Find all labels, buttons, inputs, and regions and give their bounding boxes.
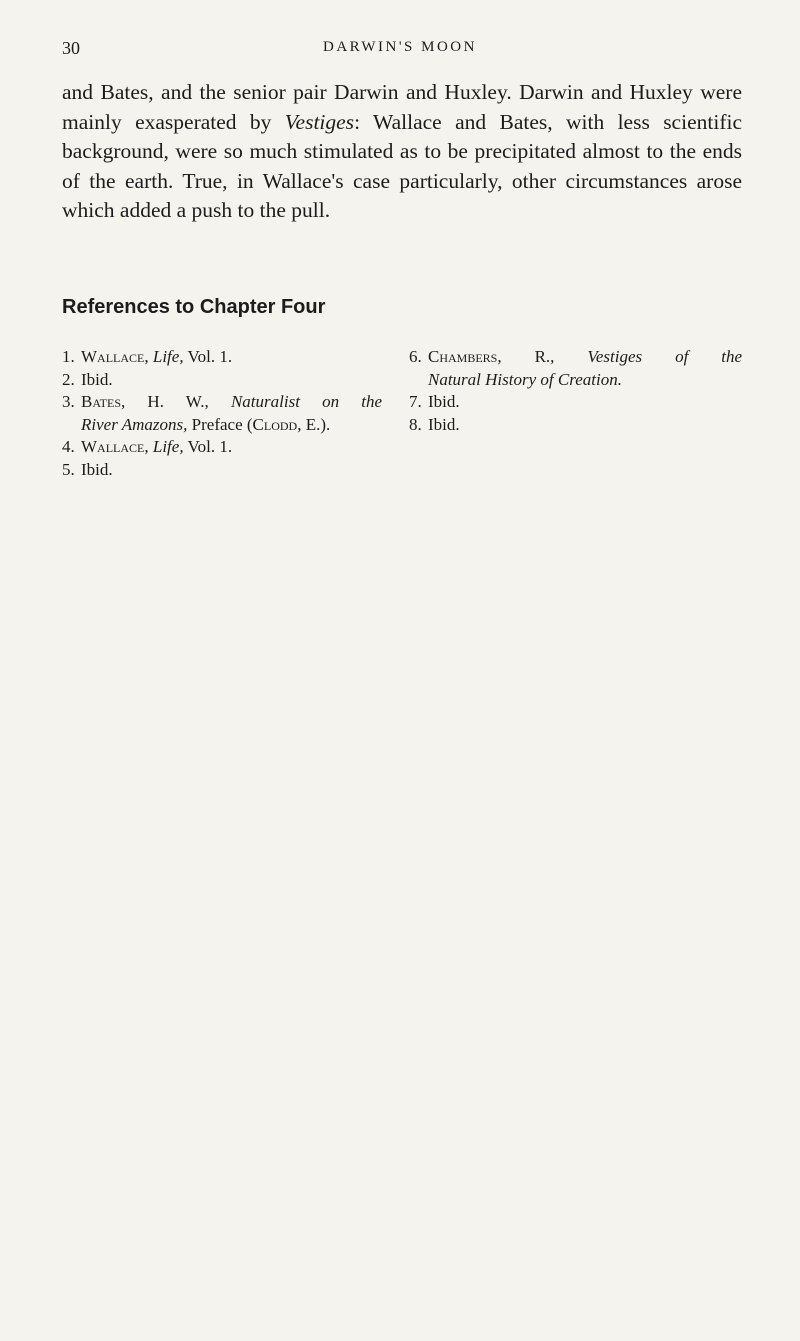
body-text-1: and Bates, and the senior pair Darwin and Huxley. Darwin and Huxley were mainly exasperated by xyxy=(62,80,742,134)
reference-item xyxy=(62,369,382,392)
body-paragraph xyxy=(62,78,742,226)
reference-detail: Vol. 1. xyxy=(187,347,233,366)
reference-number: 1. xyxy=(62,347,75,366)
references-column-right xyxy=(409,346,742,436)
reference-item xyxy=(62,436,382,459)
reference-number: 2. xyxy=(62,369,75,389)
reference-text: Ibid. xyxy=(81,369,113,389)
reference-initials: R., xyxy=(534,347,555,366)
reference-item xyxy=(409,414,742,437)
reference-detail: Preface ( xyxy=(191,414,253,434)
reference-item xyxy=(62,391,382,436)
reference-item xyxy=(409,346,742,391)
running-head xyxy=(62,38,738,62)
reference-text: Ibid. xyxy=(81,459,113,479)
reference-number: 3. xyxy=(62,392,75,411)
reference-author: Wallace, xyxy=(81,437,149,456)
reference-text: Ibid. xyxy=(428,392,460,411)
vestiges-title: Vestiges xyxy=(284,109,355,134)
reference-number: 5. xyxy=(62,459,75,479)
reference-initials: H. W., xyxy=(147,392,209,411)
reference-detail: Vol. 1. xyxy=(187,437,233,456)
reference-number: 4. xyxy=(62,437,75,456)
references-heading: References to Chapter Four xyxy=(62,296,326,318)
reference-title-continued: River Amazons, xyxy=(81,414,188,434)
reference-text: Ibid. xyxy=(428,414,460,434)
reference-title: Naturalist on the xyxy=(230,392,382,411)
reference-author: Bates, xyxy=(81,392,126,411)
reference-number: 6. xyxy=(409,347,422,366)
body-text-2: : Wallace and Bates, with less scientific background, were so much stimulated as to be precipitated almost to the ends of the earth. True, in Wallace's case particularly, other circumstances arose which added a push to the pull. xyxy=(62,109,742,222)
page-number: 30 xyxy=(62,38,80,58)
reference-title: Life, xyxy=(152,437,184,456)
reference-item xyxy=(409,391,742,414)
book-title: DARWIN'S MOON xyxy=(323,39,477,55)
reference-editor: Clodd, xyxy=(252,414,302,434)
reference-detail-end: E.). xyxy=(305,414,331,434)
reference-number: 7. xyxy=(409,392,422,411)
reference-item xyxy=(62,346,382,369)
reference-title: Vestiges of the xyxy=(587,347,743,366)
reference-title-continued: Natural History of Creation. xyxy=(428,369,622,389)
reference-title: Life, xyxy=(152,347,184,366)
reference-author: Wallace, xyxy=(81,347,149,366)
reference-number: 8. xyxy=(409,414,422,434)
references-column-left xyxy=(62,346,382,481)
reference-item xyxy=(62,459,382,482)
reference-author: Chambers, xyxy=(428,347,502,366)
